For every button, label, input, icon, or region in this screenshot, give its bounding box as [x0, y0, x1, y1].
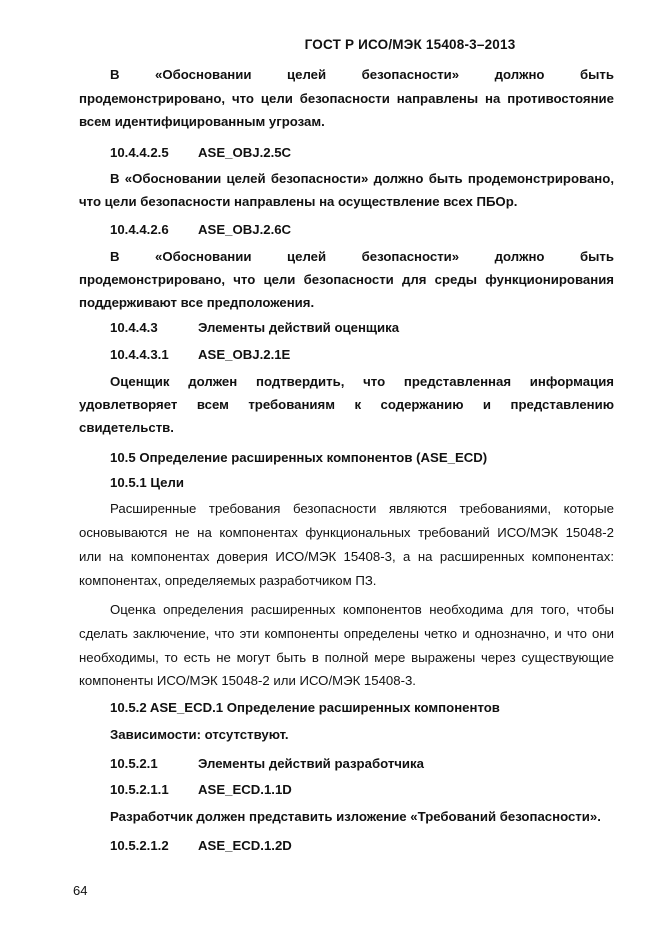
clause-title: ASE_ECD.1.2D	[198, 838, 292, 853]
text-line: В «Обосновании целей безопасности» должно быть	[110, 67, 614, 82]
text-line: что цели безопасности направлены на осуществление всех ПБОр.	[79, 194, 518, 209]
text-line: Расширенные требования безопасности являются требованиями, которые	[110, 501, 614, 516]
text-line: или на компонентах доверия ИСО/МЭК 15408-3, а на расширенных компонентах:	[79, 549, 614, 564]
text-line: продемонстрировано, что цели безопасности направлены на противостояние	[79, 91, 614, 106]
clause-heading	[110, 756, 614, 772]
text-line: Зависимости: отсутствуют.	[110, 727, 289, 742]
text-line: свидетельств.	[79, 420, 174, 435]
text-line: Разработчик должен представить изложение «Требований безопасности».	[110, 809, 601, 824]
clause-title: Элементы действий оценщика	[198, 320, 400, 335]
text-line: компонентах, определяемых разработчиком ПЗ.	[79, 573, 377, 588]
text-line: продемонстрировано, что цели безопасности для среды функционирования	[79, 272, 614, 287]
subsection-heading: 10.5.2 ASE_ECD.1 Определение расширенных компонентов	[110, 700, 500, 715]
text-line: В «Обосновании целей безопасности» должно быть продемонстрировано,	[110, 171, 614, 186]
clause-heading	[110, 145, 614, 161]
clause-number: 10.5.2.1.1	[110, 782, 169, 797]
clause-title: ASE_OBJ.2.6C	[198, 222, 292, 237]
clause-number: 10.4.4.3.1	[110, 347, 169, 362]
text-line: всем идентифицированным угрозам.	[79, 114, 325, 129]
text-line: Оценка определения расширенных компонентов необходима для того, чтобы	[110, 602, 614, 617]
clause-heading	[110, 782, 614, 798]
text-line: сделать заключение, что эти компоненты определены четко и однозначно, и что они	[79, 626, 614, 641]
section-heading: 10.5 Определение расширенных компонентов (ASE_ECD)	[110, 450, 488, 465]
clause-heading	[110, 838, 614, 854]
clause-heading	[110, 222, 614, 238]
clause-number: 10.4.4.2.6	[110, 222, 169, 237]
text-line: удовлетворяет всем требованиям к содержанию и представлению	[79, 397, 614, 412]
clause-title: ASE_OBJ.2.5C	[198, 145, 292, 160]
text-line: основываются не на компонентах функциональных требований ИСО/МЭК 15048-2	[79, 525, 614, 540]
text-line: компоненты ИСО/МЭК 15048-2 или ИСО/МЭК 15408-3.	[79, 673, 416, 688]
text-line: поддерживают все предположения.	[79, 295, 315, 310]
clause-number: 10.4.4.2.5	[110, 145, 169, 160]
clause-number: 10.5.2.1	[110, 756, 158, 771]
text-line: Оценщик должен подтвердить, что представленная информация	[110, 374, 614, 389]
text-line: необходимы, то есть не могут быть в полной мере выражены через существующие	[79, 650, 614, 665]
text-line: В «Обосновании целей безопасности» должно быть	[110, 249, 614, 264]
clause-number: 10.5.2.1.2	[110, 838, 169, 853]
page-number: 64	[73, 883, 88, 898]
subsection-heading: 10.5.1 Цели	[110, 475, 184, 490]
clause-title: ASE_OBJ.2.1E	[198, 347, 291, 362]
clause-number: 10.4.4.3	[110, 320, 158, 335]
clause-heading	[110, 320, 614, 336]
clause-heading	[110, 347, 614, 363]
document-header: ГОСТ Р ИСО/МЭК 15408-3–2013	[304, 37, 516, 52]
clause-title: Элементы действий разработчика	[198, 756, 424, 771]
clause-title: ASE_ECD.1.1D	[198, 782, 292, 797]
